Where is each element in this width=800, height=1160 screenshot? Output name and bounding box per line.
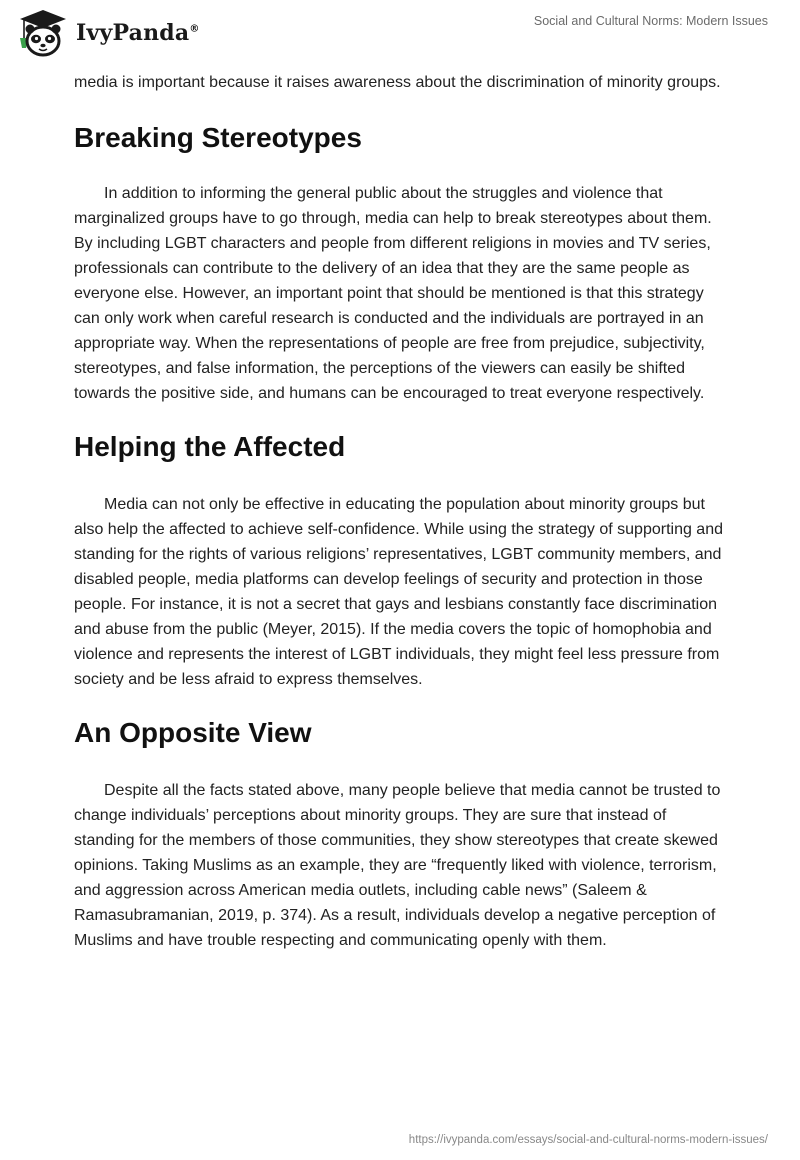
source-url-link[interactable]: https://ivypanda.com/essays/social-and-cultural-norms-modern-issues/ bbox=[408, 1134, 768, 1146]
section-paragraph-breaking-stereotypes: In addition to informing the general public about the struggles and violence that marginalized groups have to go through, media can help to break stereotypes about them. By including LGBT characters and people from different religions in movies and TV series, professionals can contribute to the delivery of an idea that they are the same people as everyone else. However, an important point that should be mentioned is that this strategy can only work when careful research is conducted and the individuals are portrayed in an appropriate way. When the representations of people are free from prejudice, subjectivity, stereotypes, and false information, the perceptions of the viewers can easily be shifted towards the positive side, and humans can be encouraged to treat everyone respectively. bbox=[74, 185, 712, 402]
section-paragraph-helping-the-affected: Media can not only be effective in educating the population about minority groups but also help the affected to achieve self-confidence. While using the strategy of supporting and standing for the rights of various religions’ representatives, LGBT community members, and disabled people, media platforms can develop feelings of security and protection in those people. For instance, it is not a secret that gays and lesbians constantly face discrimination and abuse from the public (Meyer, 2015). If the media covers the topic of homophobia and violence and represents the interest of LGBT individuals, they might feel less pressure from society and be less afraid to express themselves. bbox=[74, 496, 723, 688]
document-title: Social and Cultural Norms: Modern Issues bbox=[533, 14, 768, 28]
section-heading-helping-the-affected: Helping the Affected bbox=[74, 431, 346, 462]
intro-paragraph: media is important because it raises awareness about the discrimination of minority groups. bbox=[74, 74, 721, 91]
ivypanda-logo[interactable] bbox=[14, 8, 200, 58]
section-heading-an-opposite-view: An Opposite View bbox=[74, 717, 312, 748]
page-header bbox=[0, 0, 800, 64]
section-paragraph-an-opposite-view: Despite all the facts stated above, many people believe that media cannot be trusted to change individuals’ perceptions about minority groups. They are sure that instead of standing for the members of those communities, they show stereotypes that create skewed opinions. Taking Muslims as an example, they are “frequently liked with violence, terrorism, and aggression across American media outlets, including cable news” (Saleem & Ramasubramanian, 2019, p. 374). As a result, individuals develop a negative perception of Muslims and have trouble respecting and communicating openly with them. bbox=[74, 782, 721, 949]
panda-graduate-icon bbox=[14, 8, 72, 58]
logo-text: IvyPanda® bbox=[76, 20, 200, 46]
section-heading-breaking-stereotypes: Breaking Stereotypes bbox=[74, 122, 362, 153]
essay-content bbox=[74, 70, 730, 953]
